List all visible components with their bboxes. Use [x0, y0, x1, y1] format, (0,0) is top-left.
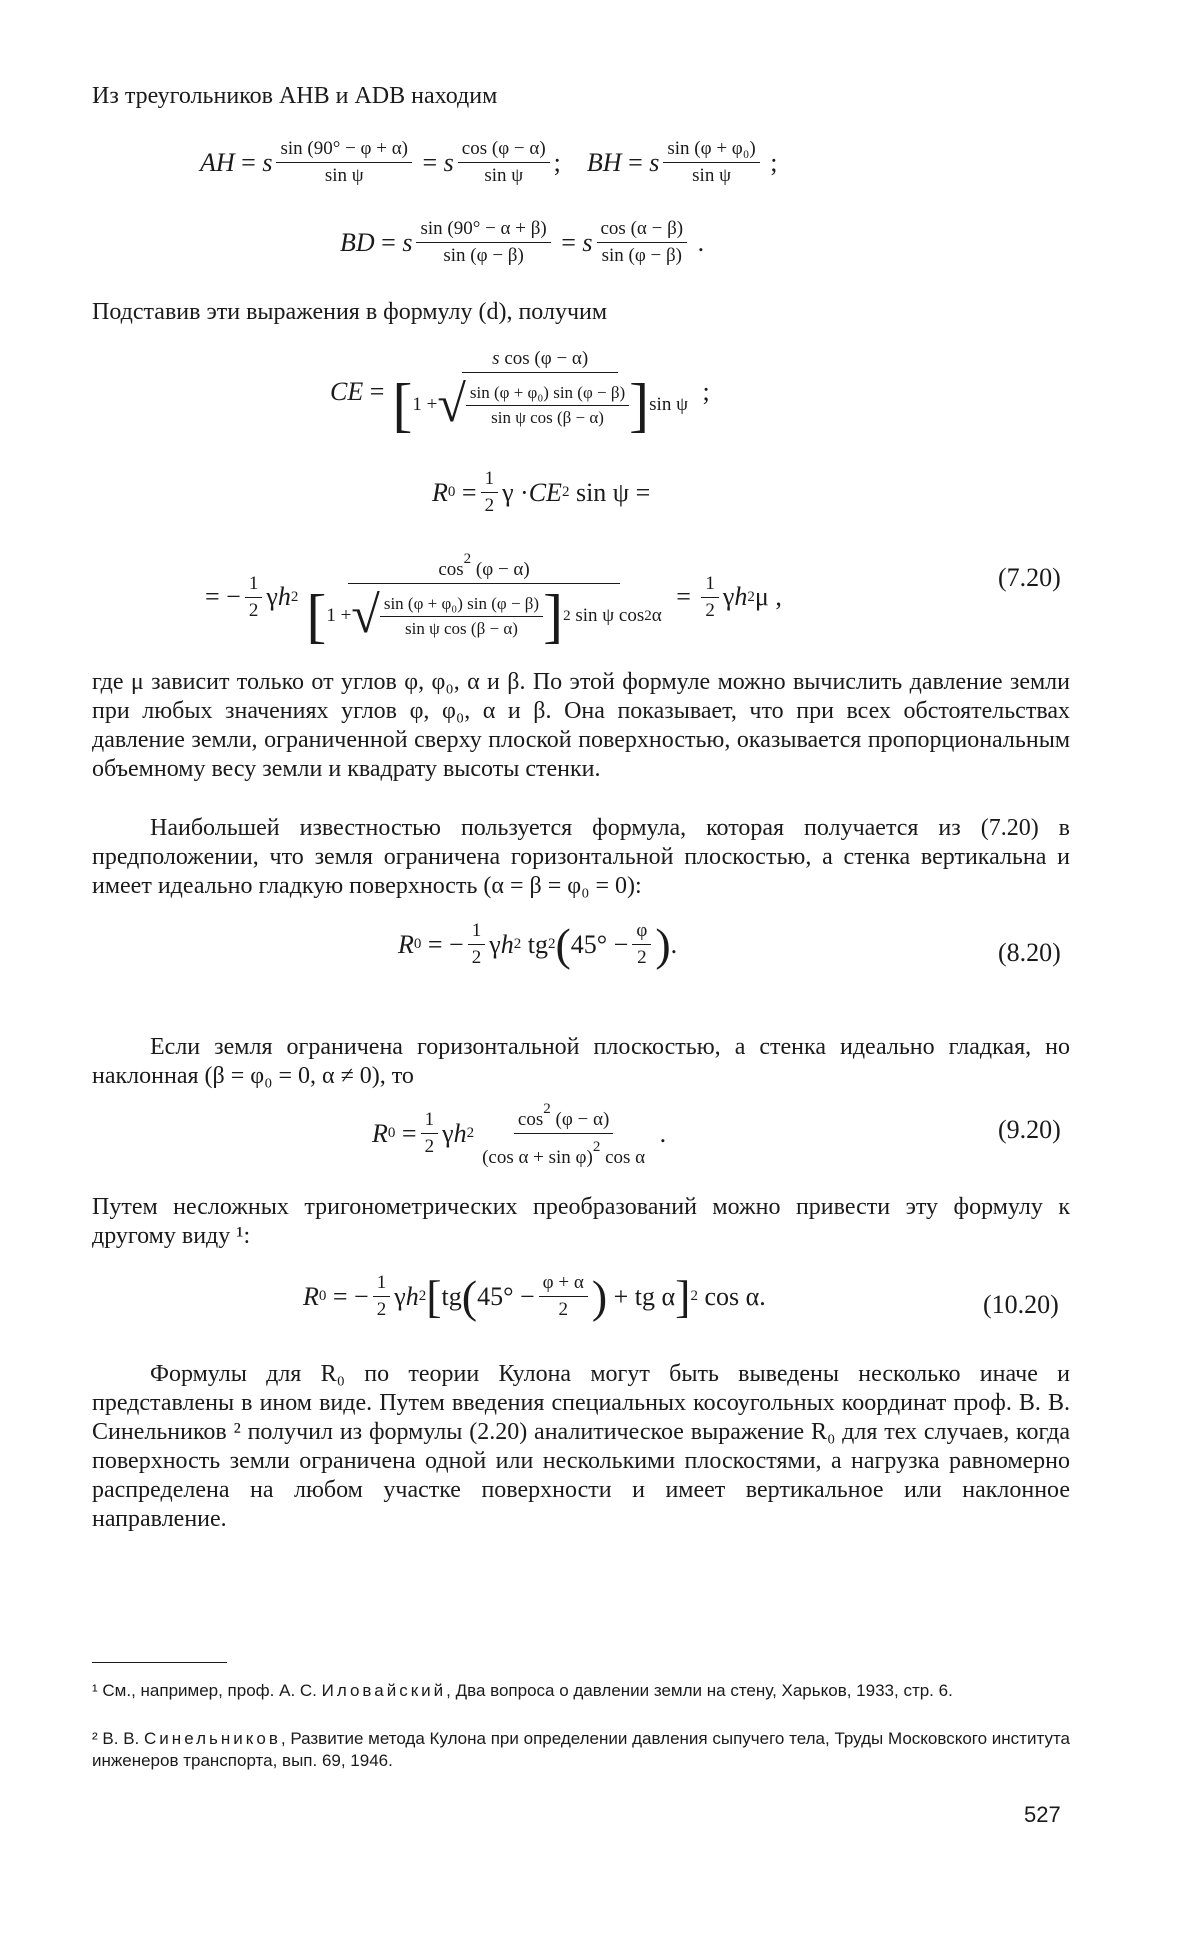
- paragraph-popular-formula: Наибольшей известностью пользуется формула, которая получается из (7.20) в предположении, что земля ограничена горизонтальной плоскостью, а стенка вертикальна и имеет идеально гладкую поверхность (α = β = φ₀ = 0):: [92, 815, 1070, 899]
- equation-ah-bh: AH = s $\frac{\sin (90^\circ - \varphi + \alpha)}{\text{sin ψ}}$ = s $\frac{\cos (\varphi - \alpha)}{\text{sin ψ}}$ ; BH = s $\frac{\text{sin (φ + φ₀)}}{\text{sin ψ}}$ ;: [200, 138, 778, 186]
- footnote-2-author: Синельников: [144, 1729, 281, 1748]
- equation-number-8-20: (8.20): [998, 938, 1061, 967]
- footnote-1-rest: , Два вопроса о давлении земли на стену, Харьков, 1933, стр. 6.: [446, 1681, 953, 1700]
- footnote-2: [92, 1728, 1070, 1772]
- equation-number-10-20: (10.20): [983, 1290, 1059, 1319]
- paragraph-coulomb-formulas: Формулы для R₀ по теории Кулона могут быть выведены несколько иначе и представлены в ином виде. Путем введения специальных косоугольных координат проф. В. В. Синельников ² получил из формулы (2.20) аналитическое выражение R₀ для тех случаев, когда поверхность земли ограничена одной или несколькими плоскостями, а нагрузка равномерно распределена на любом участке поверхности и имеет вертикальное или наклонное направление.: [92, 1361, 1070, 1532]
- footnote-1-author: Иловайский: [321, 1681, 447, 1700]
- paragraph-mu: где μ зависит только от углов φ, φ₀, α и β. По этой формуле можно вычислить давление земли при любых значениях углов φ, φ₀, α и β. Она показывает, что при всех обстоятельствах давление земли, ограниченной сверху плоской поверхностью, оказывается пропорциональным объемному весу земли и квадрату высоты стенки.: [92, 669, 1070, 782]
- intro-text-1: Из треугольников AHB и ADB находим: [92, 83, 498, 109]
- paragraph-inclined-wall: Если земля ограничена горизонтальной плоскостью, а стенка идеально гладкая, но наклонная (β = φ₀ = 0, α ≠ 0), то: [92, 1034, 1070, 1089]
- equation-8-20: R 0 = − $\frac{1}{2}$ γ h 2 tg 2 ( 45° − $\frac{\varphi}{2}$ ) .: [398, 918, 678, 970]
- equation-r0-ce: R 0 = $\frac{1}{2}$ γ · CE 2 sin ψ =: [432, 468, 651, 516]
- footnote-2-rest: , Развитие метода Кулона при определении давления сыпучего тела, Труды Московского института инженеров транспорта, вып. 69, 1946.: [92, 1729, 1070, 1770]
- footnote-divider: [92, 1662, 227, 1663]
- equation-9-20: R 0 = $\frac{1}{2}$ γ h 2 $\frac{\cos^2 (\varphi - \alpha)}{(\cos \alpha + \sin \varphi)^2 \cos \alpha}$ .: [372, 1098, 666, 1169]
- footnote-1: [92, 1680, 1070, 1702]
- paragraph-transform: Путем несложных тригонометрических преобразований можно привести эту формулу к другому виду ¹:: [92, 1194, 1070, 1249]
- equation-number-7-20: (7.20): [998, 563, 1061, 592]
- intro-text-2: Подставив эти выражения в формулу (d), получим: [92, 299, 608, 325]
- equation-ce: CE = s cos (φ − α) [ 1 + √ $\frac{\text{sin (φ + φ₀) sin (φ − β)}}{\text{sin ψ cos (β − α)}}$ ] sin ψ ;: [330, 348, 710, 438]
- equation-bd: BD = s $\frac{\sin (90^\circ - \alpha + \beta)}{\sin (\varphi - \beta)}$ = s $\frac{\cos (\alpha - \beta)}{\sin (\varphi - \beta)}$ .: [340, 218, 705, 266]
- equation-10-20: R 0 = − $\frac{1}{2}$ γ h 2 [ tg ( 45° − $\frac{\varphi + \alpha}{2}$ ) + tg α ] 2 cos α.: [303, 1270, 766, 1322]
- footnote-1-start: ¹ См., например, проф. А. С.: [92, 1681, 322, 1700]
- equation-7-20: = − $\frac{1}{2}$ γ h 2 $\cos^2 (\varphi - \alpha)$ [ 1 + √ $\frac{\text{sin (φ + φ₀) sin (φ − β)}}{\text{sin ψ cos (β − α)}}$ ] 2 sin ψ cos 2 α = $\frac{1}{2}$ γ h 2 μ ,: [205, 548, 782, 646]
- footnote-2-start: ² В. В.: [92, 1729, 145, 1748]
- equation-number-9-20: (9.20): [998, 1115, 1061, 1144]
- page-number: 527: [1024, 1802, 1061, 1827]
